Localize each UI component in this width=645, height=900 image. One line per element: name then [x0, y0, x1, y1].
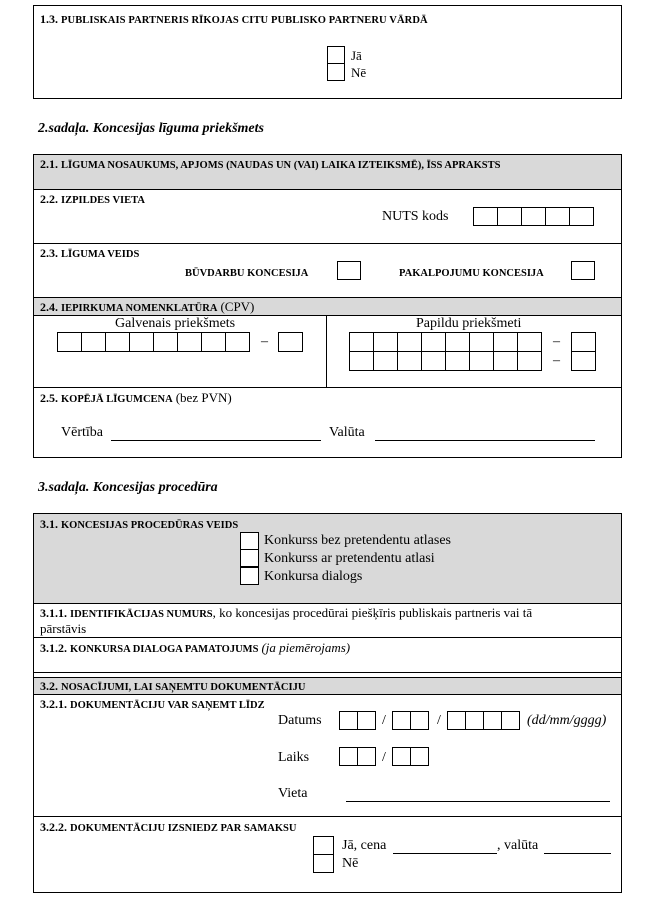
- checkbox-paid-no[interactable]: [313, 854, 334, 873]
- section-2-2-title: IZPILDES VIETA: [61, 195, 145, 206]
- date-label: Datums: [278, 713, 322, 728]
- divider: [33, 672, 622, 673]
- section-3-1-1-text: , ko koncesijas procedūrai piešķīris publiskais partneris vai tā: [212, 605, 533, 620]
- value-label: Vērtība: [61, 425, 103, 440]
- date-format-hint: (dd/mm/gggg): [527, 713, 607, 728]
- divider: [33, 677, 622, 678]
- paid-yes-label: Jā, cena: [342, 838, 387, 853]
- place-label: Vieta: [278, 786, 308, 801]
- divider: [33, 243, 622, 244]
- works-concession-text: BŪVDARBU KONCESIJA: [185, 268, 309, 279]
- section-3-1-1-number: 3.1.1.: [40, 606, 67, 620]
- checkbox-procedure-restricted[interactable]: [240, 549, 259, 567]
- section-2-3-title: LĪGUMA VEIDS: [61, 249, 140, 260]
- additional-cpv-dash-2: –: [553, 353, 560, 368]
- section-3-2-number: 3.2.: [40, 679, 58, 693]
- checkbox-procedure-open[interactable]: [240, 532, 259, 550]
- section-3-1-2-note: (ja piemērojams): [261, 640, 351, 655]
- section-2-4-heading: [40, 299, 254, 315]
- section-3-2-1-number: 3.2.1.: [40, 697, 67, 711]
- price-input-line[interactable]: [393, 853, 497, 854]
- nuts-code-field[interactable]: [473, 207, 594, 226]
- section-1-3-heading: [40, 12, 428, 27]
- section-2-2-number: 2.2.: [40, 192, 58, 206]
- main-subject-label: Galvenais priekšmets: [115, 316, 236, 331]
- procedure-option-dialogue: Konkursa dialogs: [264, 569, 363, 584]
- additional-subjects-label: Papildu priekšmeti: [416, 316, 522, 331]
- paid-currency-input-line[interactable]: [544, 853, 611, 854]
- checkbox-services-concession[interactable]: [571, 261, 595, 280]
- procedure-option-open: Konkurss bez pretendentu atlases: [264, 533, 451, 548]
- section-2-1-title: LĪGUMA NOSAUKUMS, APJOMS (NAUDAS UN (VAI) LAIKA IZTEIKSMĒ), ĪSS APRAKSTS: [61, 160, 501, 171]
- section-3-1-title: KONCESIJAS PROCEDŪRAS VEIDS: [61, 520, 239, 531]
- place-input-line[interactable]: [346, 801, 610, 802]
- divider: [33, 387, 622, 388]
- section-3-2-1-heading: [40, 697, 265, 712]
- section-3-2-heading: [40, 679, 305, 694]
- section-3-1-1-text-line2: pārstāvis: [40, 621, 87, 636]
- divider: [33, 816, 622, 817]
- label-1-3-no: Nē: [351, 65, 367, 80]
- date-year-field[interactable]: [447, 711, 520, 730]
- procedure-option-restricted: Konkurss ar pretendentu atlasi: [264, 551, 435, 566]
- section-2-5-heading: [40, 390, 232, 406]
- vat-note: (bez PVN): [175, 390, 232, 405]
- checkbox-1-3-yes[interactable]: [327, 46, 345, 64]
- divider: [33, 694, 622, 695]
- section-2-5-title: KOPĒJĀ LĪGUMCENA: [61, 394, 173, 405]
- time-hours-field[interactable]: [339, 747, 376, 766]
- divider: [33, 637, 622, 638]
- additional-cpv-dash-1: –: [553, 334, 560, 349]
- section-2-4-title: IEPIRKUMA NOMENKLATŪRA: [61, 303, 218, 314]
- additional-cpv-check-digit-1[interactable]: [571, 332, 596, 352]
- main-cpv-code-field[interactable]: [57, 332, 250, 352]
- services-concession-text: PAKALPOJUMU KONCESIJA: [399, 268, 544, 279]
- section-3-1-1-title: IDENTIFIKĀCIJAS NUMURS: [70, 609, 213, 620]
- additional-cpv-code-field-2[interactable]: [349, 351, 542, 371]
- main-cpv-check-digit[interactable]: [278, 332, 303, 352]
- date-slash-2: /: [437, 713, 441, 728]
- section-2-2-heading: [40, 192, 145, 207]
- section-2-4-number: 2.4.: [40, 300, 58, 314]
- section-2-1-number: 2.1.: [40, 157, 58, 171]
- checkbox-works-concession[interactable]: [337, 261, 361, 280]
- section-3-1-1-heading: [40, 605, 532, 621]
- label-1-3-yes: Jā: [351, 48, 362, 63]
- checkbox-1-3-no[interactable]: [327, 63, 345, 81]
- section-3-2-2-title: DOKUMENTĀCIJU IZSNIEDZ PAR SAMAKSU: [70, 823, 297, 834]
- section-3-1-2-number: 3.1.2.: [40, 641, 67, 655]
- divider: [33, 297, 622, 298]
- section-3-1-2-heading: [40, 640, 350, 656]
- section-3-1-heading: [40, 517, 238, 532]
- section-2-3-number: 2.3.: [40, 246, 58, 260]
- section-3-1-number: 3.1.: [40, 517, 58, 531]
- time-slash: /: [382, 750, 386, 765]
- divider: [33, 603, 622, 604]
- value-input-line[interactable]: [111, 440, 321, 441]
- section-1-3-title: PUBLISKAIS PARTNERIS RĪKOJAS CITU PUBLISKO PARTNERU VĀRDĀ: [61, 15, 428, 26]
- time-minutes-field[interactable]: [392, 747, 429, 766]
- main-cpv-dash: –: [261, 334, 268, 349]
- paid-currency-label: , valūta: [497, 838, 539, 853]
- date-slash-1: /: [382, 713, 386, 728]
- works-concession-label: [185, 265, 308, 280]
- divider: [33, 189, 622, 190]
- cpv-label: (CPV): [220, 299, 255, 314]
- section-2-1-heading: [40, 157, 500, 172]
- section-3-2-2-heading: [40, 820, 296, 835]
- checkbox-paid-yes[interactable]: [313, 836, 334, 855]
- date-month-field[interactable]: [392, 711, 429, 730]
- time-label: Laiks: [278, 750, 310, 765]
- section-2-3-heading: [40, 246, 139, 261]
- section-3-1-2-title: KONKURSA DIALOGA PAMATOJUMS: [70, 644, 259, 655]
- section-3-title: 3.sadaļa. Koncesijas procedūra: [38, 480, 218, 495]
- currency-input-line[interactable]: [375, 440, 595, 441]
- section-3-2-title: NOSACĪJUMI, LAI SAŅEMTU DOKUMENTĀCIJU: [61, 682, 306, 693]
- date-day-field[interactable]: [339, 711, 376, 730]
- section-3-2-1-title: DOKUMENTĀCIJU VAR SAŅEMT LĪDZ: [70, 700, 265, 711]
- paid-no-label: Nē: [342, 856, 359, 871]
- section-3-2-2-number: 3.2.2.: [40, 820, 67, 834]
- divider-vertical: [326, 315, 327, 387]
- additional-cpv-check-digit-2[interactable]: [571, 351, 596, 371]
- section-2-5-number: 2.5.: [40, 391, 58, 405]
- section-2-title: 2.sadaļa. Koncesijas līguma priekšmets: [38, 121, 264, 136]
- nuts-label: NUTS kods: [382, 209, 449, 224]
- currency-label: Valūta: [329, 425, 365, 440]
- checkbox-procedure-dialogue[interactable]: [240, 567, 259, 585]
- additional-cpv-code-field-1[interactable]: [349, 332, 542, 352]
- services-concession-label: [399, 265, 544, 280]
- section-1-3-number: 1.3.: [40, 12, 58, 26]
